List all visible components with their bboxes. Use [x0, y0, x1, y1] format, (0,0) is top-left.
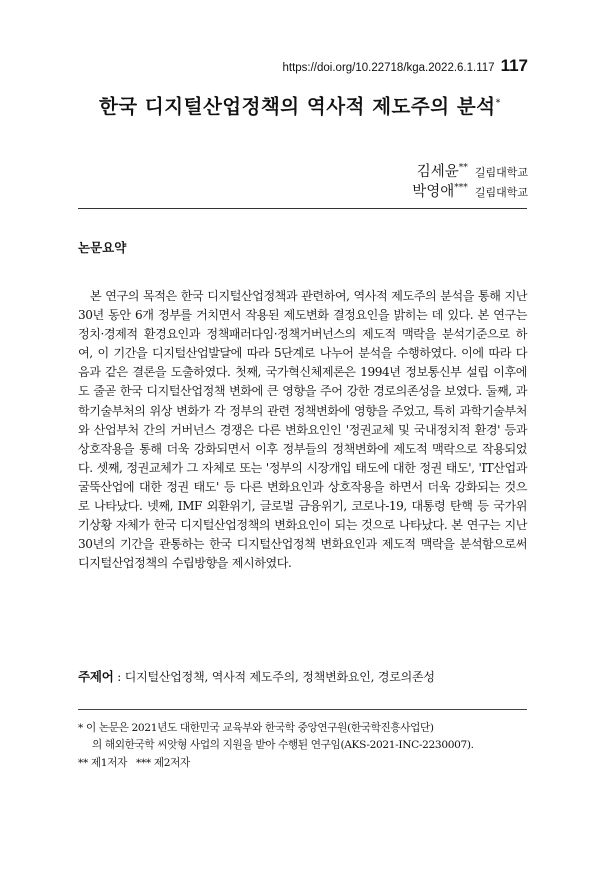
author-mark: **: [458, 162, 468, 173]
paper-title: [40, 91, 560, 119]
keywords-list: 디지털산업정책, 역사적 제도주의, 정책변화요인, 경로의존성: [124, 670, 435, 684]
paper-title-text: 한국 디지털산업정책의 역사적 제도주의 분석: [98, 95, 496, 118]
author-name: 김세윤: [416, 164, 459, 180]
abstract-body: 본 연구의 목적은 한국 디지털산업정책과 관련하여, 역사적 제도주의 분석을 통해 지난 30년 동안 6개 정부를 거치면서 작용된 제도변화 결정요인을 밝히는 데 있다. 본 연구는 정치·경제적 환경요인과 정책패러다임·정책거버넌스의 제도적 맥락을 분석기준으로 하여, 이 기간을 디지털산업발달에 따라 5단계로 나누어 분석을 수행하였다. 이에 따라 다음과 같은 결론을 도출하였다. 첫째, 국가혁신체제론은 1994년 정보통신부 설립 이후에도 줄곧 한국 디지털산업정책 변화에 큰 영향을 주어 강한 경로의존성을 보였다. 둘째, 과학기술부처의 위상 변화가 각 정부의 관련 정책변화에 영향을 주었고, 특히 과학기술부처와 산업부처 간의 거버넌스 경쟁은 다른 변화요인인 '정권교체 및 국내정치적 환경' 등과 상호작용을 통해 더욱 강화되면서 이후 정부들의 정책변화에 제도적 맥락으로 작용되었다. 셋째, 정권교체가 그 자체로 또는 '정부의 시장개입 태도에 대한 정권 태도', 'IT산업과 굴뚝산업에 대한 정권 태도' 등 다른 변화요인과 상호작용을 하면서 더욱 강화되는 것으로 나타났다. 넷째, IMF 외환위기, 글로벌 금융위기, 코로나-19, 대통령 탄핵 등 국가위기상황 자체가 한국 디지털산업정책의 변화요인이 되는 것으로 나타났다. 본 연구는 지난 30년의 기간을 관통하는 한국 디지털산업정책 변화요인과 제도적 맥락을 분석함으로써 디지털산업정책의 수립방향을 제시하였다.: [78, 289, 527, 571]
running-header: [200, 56, 528, 76]
page-number: 117: [500, 56, 528, 75]
author-2: [412, 180, 528, 201]
author-affiliation: 길림대학교: [474, 186, 528, 199]
footnote-line: 의 해외한국학 씨앗형 사업의 지원을 받아 수행된 연구임(AKS-2021-INC-2230007).: [92, 739, 474, 752]
keywords-label: 주제어: [78, 669, 114, 684]
keywords: [78, 667, 527, 685]
footnote-line: * 이 논문은 2021년도 대한민국 교육부와 한국학 중앙연구원(한국학진흥사업단): [78, 722, 434, 734]
author-1: [417, 160, 528, 181]
doi-link[interactable]: https://doi.org/10.22718/kga.2022.6.1.117: [282, 62, 495, 74]
footnotes: [78, 720, 527, 772]
title-divider: [78, 208, 527, 209]
author-affiliation: 길림대학교: [474, 166, 528, 179]
abstract-heading: 논문요약: [78, 240, 127, 255]
footnote-line: ** 제1저자 *** 제2저자: [78, 756, 190, 769]
footnote-divider: [78, 709, 527, 710]
title-footnote-mark: *: [495, 97, 502, 109]
author-mark: ***: [454, 182, 468, 193]
keywords-separator: :: [113, 670, 125, 684]
author-name: 박영애: [412, 184, 455, 200]
